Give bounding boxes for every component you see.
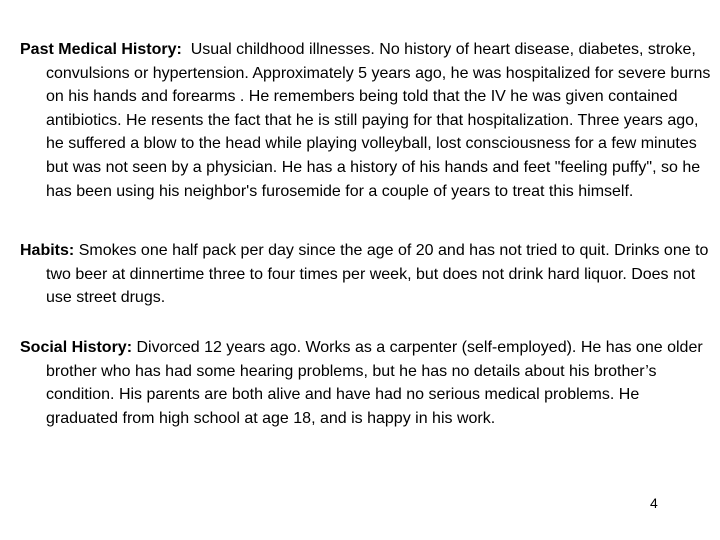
past-medical-history-text: Usual childhood illnesses. No history of heart disease, diabetes, stroke, convulsions or hypertension. Approximately 5 years ago, he was hospitalized for severe burns on his hands and forearms . He remembers being told that the IV he was given contained antibiotics. He resents the fact that he is still paying for that hospitalization. Three years ago, he suffered a blow to the head while playing volleyball, lost consciousness for a few minutes but was not seen by a physician. He has a history of his hands and feet "feeling puffy", so he has been using his neighbor's furosemide for a couple of years to treat this himself. bbox=[46, 41, 711, 200]
past-medical-history-paragraph bbox=[20, 38, 712, 203]
page-number: 4 bbox=[650, 495, 658, 511]
social-history-section bbox=[20, 336, 712, 430]
past-medical-history-heading: Past Medical History: bbox=[20, 41, 182, 58]
past-medical-history-section bbox=[20, 38, 712, 203]
habits-text: Smokes one half pack per day since the age of 20 and has not tried to quit. Drinks one to two beer at dinnertime three to four times per week, but does not drink hard liquor. Does not use street drugs. bbox=[46, 242, 709, 307]
habits-heading: Habits: bbox=[20, 242, 75, 259]
social-history-paragraph bbox=[20, 336, 712, 430]
habits-paragraph bbox=[20, 239, 712, 310]
social-history-heading: Social History: bbox=[20, 339, 133, 356]
social-history-text: Divorced 12 years ago. Works as a carpenter (self-employed). He has one older brother who has had some hearing problems, but he has no details about his brother’s condition. His parents are both alive and have had no serious medical problems. He graduated from high school at age 18, and is happy in his work. bbox=[46, 339, 703, 427]
habits-section bbox=[20, 239, 712, 310]
